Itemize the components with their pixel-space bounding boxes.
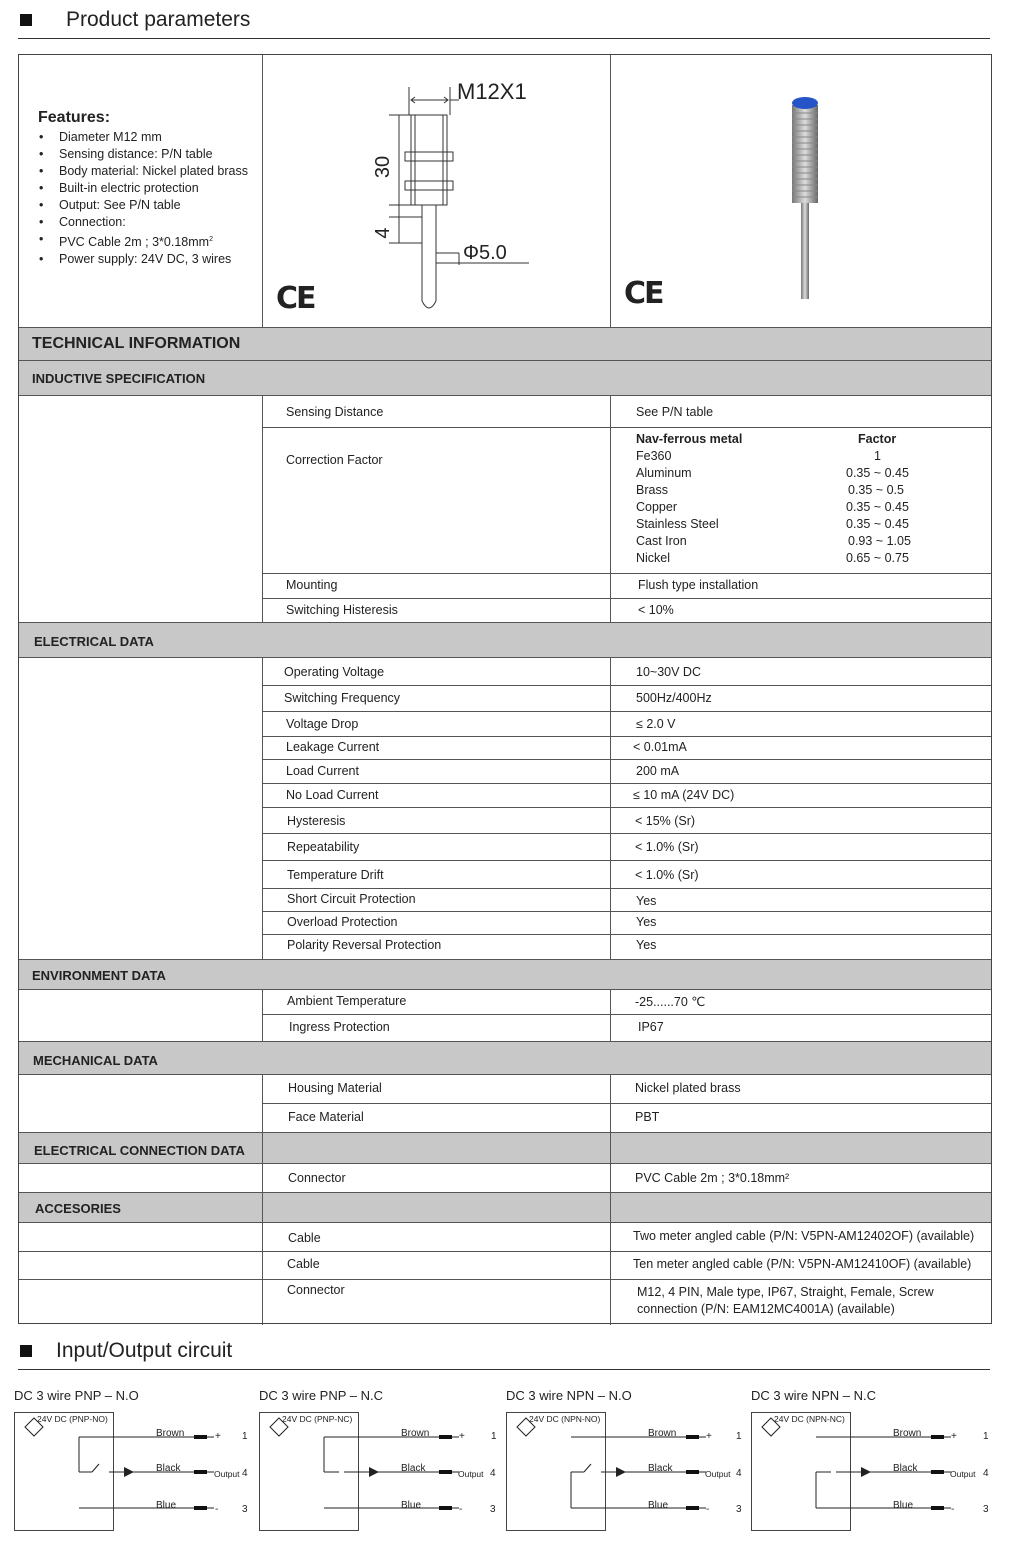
bullet-square-icon <box>20 14 32 26</box>
terminal-number: 3 <box>242 1504 248 1515</box>
accessory-name: Cable <box>288 1231 321 1245</box>
row-divider <box>262 685 991 686</box>
circuit-pnp-no <box>14 1386 254 1536</box>
circuit-npn-no <box>506 1386 746 1536</box>
ce-mark-icon: CE <box>624 276 663 311</box>
spec-value: < 0.01mA <box>633 740 687 754</box>
feature-item: • Body material: Nickel plated brass <box>37 163 248 180</box>
row-divider <box>19 1163 991 1164</box>
accessory-value: Ten meter angled cable (P/N: V5PN-AM12410OF) (available) <box>633 1257 972 1271</box>
factor-metal: Brass <box>636 483 668 497</box>
output-arrow-icon <box>124 1467 134 1477</box>
terminal-number: 1 <box>491 1431 497 1442</box>
spec-name: Ambient Temperature <box>287 994 407 1008</box>
spec-name: Load Current <box>286 764 359 778</box>
wire-brown-label: Brown <box>401 1428 430 1439</box>
factor-value: 0.93 ~ 1.05 <box>848 534 911 548</box>
row-divider <box>262 934 991 935</box>
accessory-value: M12, 4 PIN, Male type, IP67, Straight, Female, Screw <box>637 1285 934 1299</box>
column-divider <box>610 55 611 327</box>
technical-information-label: TECHNICAL INFORMATION <box>32 335 241 352</box>
feature-item: • Connection: <box>37 214 248 231</box>
circuit-title: DC 3 wire NPN – N.C <box>751 1388 876 1403</box>
spec-name: Overload Protection <box>287 915 398 929</box>
factor-value: 0.35 ~ 0.45 <box>846 500 909 514</box>
terminal-minus: - <box>706 1504 710 1515</box>
electrical-connection-label: ELECTRICAL CONNECTION DATA <box>34 1143 245 1158</box>
row-divider <box>19 1251 991 1252</box>
factor-metal: Cast Iron <box>636 534 687 548</box>
correction-factor-table <box>636 431 976 571</box>
row-divider <box>19 1192 991 1193</box>
spec-name: Short Circuit Protection <box>287 892 416 906</box>
row-divider <box>262 573 991 574</box>
circuit-tag: 24V DC (PNP-NO) <box>37 1414 108 1424</box>
technical-information-header <box>19 327 991 360</box>
spec-name: No Load Current <box>286 788 379 802</box>
factor-metal: Fe360 <box>636 449 672 463</box>
spec-name: Operating Voltage <box>284 665 385 679</box>
row-divider <box>19 327 991 328</box>
spec-value: < 1.0% (Sr) <box>635 868 699 882</box>
spec-name: Face Material <box>288 1110 364 1124</box>
terminal-number: 3 <box>736 1504 742 1515</box>
factor-header-factor: Factor <box>858 432 897 446</box>
row-divider <box>262 807 991 808</box>
features-list <box>37 129 248 268</box>
spec-value: Nickel plated brass <box>635 1081 741 1095</box>
row-divider <box>262 711 991 712</box>
terminal-number: 4 <box>983 1468 989 1479</box>
wire-black-label: Black <box>401 1463 426 1474</box>
spec-name: Temperature Drift <box>287 868 384 882</box>
column-divider <box>610 657 611 959</box>
ce-mark-icon: CE <box>276 281 315 316</box>
spec-value: Yes <box>636 915 657 929</box>
column-divider <box>262 989 263 1041</box>
circuit-npn-nc <box>751 1386 991 1536</box>
row-divider <box>262 783 991 784</box>
row-divider <box>262 1014 991 1015</box>
spec-value: See P/N table <box>636 405 714 419</box>
terminal-number: 3 <box>983 1504 989 1515</box>
section-title-product-parameters <box>18 2 990 39</box>
output-arrow-icon <box>369 1467 379 1477</box>
accessories-label: ACCESORIES <box>35 1201 121 1216</box>
column-divider <box>262 1132 263 1325</box>
row-divider <box>262 598 991 599</box>
terminal-number: 4 <box>736 1468 742 1479</box>
factor-metal: Nickel <box>636 551 671 565</box>
features-title: Features: <box>38 109 111 126</box>
terminal-output: Output <box>458 1469 484 1479</box>
terminal-number: 3 <box>490 1504 496 1515</box>
wire-blue-label: Blue <box>893 1500 914 1511</box>
row-divider <box>19 1041 991 1042</box>
row-divider <box>19 360 991 361</box>
circuit-title: DC 3 wire PNP – N.C <box>259 1388 384 1403</box>
column-divider <box>610 1074 611 1132</box>
column-divider <box>262 1074 263 1132</box>
row-divider <box>262 1103 991 1104</box>
terminal-minus: - <box>951 1504 955 1515</box>
spec-value: IP67 <box>638 1020 664 1034</box>
factor-value: 1 <box>874 449 881 463</box>
circuit-title: DC 3 wire PNP – N.O <box>14 1388 139 1403</box>
terminal-minus: - <box>459 1504 463 1515</box>
bullet-square-icon <box>20 1345 32 1357</box>
wire-black-label: Black <box>156 1463 181 1474</box>
length-label: 30 <box>372 155 394 179</box>
spec-name: Voltage Drop <box>286 717 359 731</box>
spec-value: -25......70 ℃ <box>635 995 706 1009</box>
row-divider <box>19 622 991 623</box>
thread-label: M12X1 <box>457 79 527 104</box>
sensor-dimension-drawing <box>359 75 559 315</box>
spec-value: Flush type installation <box>638 578 759 592</box>
factor-metal: Aluminum <box>636 466 692 480</box>
feature-item: • Output: See P/N table <box>37 197 248 214</box>
feature-item: • Diameter M12 mm <box>37 129 248 146</box>
feature-connection-text: PVC Cable 2m ; 3*0.18mm <box>59 235 210 250</box>
row-divider <box>19 959 991 960</box>
row-divider <box>262 860 991 861</box>
row-divider <box>262 427 991 428</box>
row-divider <box>262 759 991 760</box>
electrical-data-label: ELECTRICAL DATA <box>34 634 154 649</box>
wire-black-label: Black <box>648 1463 673 1474</box>
sensor-product-image <box>779 89 829 299</box>
spec-name: Connector <box>288 1171 346 1185</box>
spec-name: Switching Histeresis <box>286 603 398 617</box>
inductive-spec-label: INDUCTIVE SPECIFICATION <box>32 371 206 386</box>
factor-value: 0.65 ~ 0.75 <box>846 551 909 565</box>
inductive-spec-header <box>19 360 991 395</box>
row-divider <box>19 989 991 990</box>
row-divider <box>19 1279 991 1280</box>
feature-item: • Power supply: 24V DC, 3 wires <box>37 251 248 268</box>
wire-blue-label: Blue <box>156 1500 177 1511</box>
terminal-plus: + <box>215 1431 221 1442</box>
terminal-number: 1 <box>983 1431 989 1442</box>
accessory-name: Cable <box>287 1257 320 1271</box>
spec-table <box>18 54 992 1324</box>
environment-data-label: ENVIRONMENT DATA <box>32 968 166 983</box>
section-title-io-circuit <box>18 1333 990 1370</box>
circuit-tag: 24V DC (PNP-NC) <box>282 1414 353 1424</box>
spec-name: Hysteresis <box>287 814 346 828</box>
factor-header-metal: Nav-ferrous metal <box>636 432 743 446</box>
factor-value: 0.35 ~ 0.5 <box>848 483 904 497</box>
circuit-pnp-nc <box>259 1386 499 1536</box>
terminal-output: Output <box>214 1469 240 1479</box>
section-title-text: Input/Output circuit <box>56 1339 233 1362</box>
spec-value: ≤ 2.0 V <box>636 717 676 731</box>
spec-value: 10~30V DC <box>636 665 701 679</box>
column-divider <box>610 395 611 622</box>
column-divider <box>610 1132 611 1325</box>
face-label: 4 <box>372 227 394 239</box>
spec-name: Mounting <box>286 578 338 592</box>
column-divider <box>262 395 263 622</box>
accessories-header <box>19 1192 991 1222</box>
factor-value: 0.35 ~ 0.45 <box>846 517 909 531</box>
row-divider <box>19 1132 991 1133</box>
feature-item-continued: • PVC Cable 2m ; $3*0.18mm^2$ <box>37 231 248 251</box>
row-divider <box>262 911 991 912</box>
terminal-number: 4 <box>242 1468 248 1479</box>
electrical-data-header <box>19 622 991 657</box>
terminal-plus: + <box>706 1431 712 1442</box>
electrical-connection-header <box>19 1132 991 1163</box>
spec-name: Housing Material <box>288 1081 382 1095</box>
terminal-output: Output <box>950 1469 976 1479</box>
feature-item: • Built-in electric protection <box>37 180 248 197</box>
terminal-plus: + <box>459 1431 465 1442</box>
wire-blue-label: Blue <box>401 1500 422 1511</box>
environment-data-header <box>19 959 991 989</box>
accessory-value-continued: connection (P/N: EAM12MC4001A) (available) <box>637 1302 895 1316</box>
terminal-number: 4 <box>490 1468 496 1479</box>
factor-metal: Copper <box>636 500 677 514</box>
cable-diameter-label: Φ5.0 <box>463 242 507 264</box>
circuit-title: DC 3 wire NPN – N.O <box>506 1388 632 1403</box>
spec-value: PBT <box>635 1110 660 1124</box>
terminal-output: Output <box>705 1469 731 1479</box>
wire-brown-label: Brown <box>893 1428 922 1439</box>
row-divider <box>19 1074 991 1075</box>
wire-brown-label: Brown <box>648 1428 677 1439</box>
spec-value: 200 mA <box>636 764 680 778</box>
output-arrow-icon <box>861 1467 871 1477</box>
spec-name: Polarity Reversal Protection <box>287 938 442 952</box>
circuit-tag: 24V DC (NPN-NO) <box>529 1414 601 1424</box>
row-divider <box>262 736 991 737</box>
column-divider <box>262 657 263 959</box>
spec-name: Ingress Protection <box>289 1020 390 1034</box>
factor-metal: Stainless Steel <box>636 517 719 531</box>
section-title-text: Product parameters <box>66 8 251 31</box>
spec-value: PVC Cable 2m ; 3*0.18mm² <box>635 1171 790 1185</box>
spec-value: Yes <box>636 938 657 952</box>
row-divider <box>262 833 991 834</box>
spec-name: Leakage Current <box>286 740 380 754</box>
row-divider <box>19 395 991 396</box>
circuit-tag: 24V DC (NPN-NC) <box>774 1414 845 1424</box>
accessory-value: Two meter angled cable (P/N: V5PN-AM12402OF) (available) <box>633 1229 975 1243</box>
accessory-name: Connector <box>287 1283 345 1297</box>
terminal-number: 1 <box>736 1431 742 1442</box>
spec-name: Switching Frequency <box>284 691 401 705</box>
spec-value: < 1.0% (Sr) <box>635 840 699 854</box>
terminal-plus: + <box>951 1431 957 1442</box>
mechanical-data-label: MECHANICAL DATA <box>33 1053 158 1068</box>
row-divider <box>19 657 991 658</box>
terminal-minus: - <box>215 1504 219 1515</box>
feature-item: • Sensing distance: P/N table <box>37 146 248 163</box>
spec-value: Yes <box>636 894 657 908</box>
spec-value: < 15% (Sr) <box>635 814 696 828</box>
terminal-number: 1 <box>242 1431 248 1442</box>
spec-name: Sensing Distance <box>286 405 384 419</box>
column-divider <box>262 55 263 327</box>
spec-value: ≤ 10 mA (24V DC) <box>633 788 735 802</box>
spec-name: Repeatability <box>287 840 360 854</box>
wire-blue-label: Blue <box>648 1500 669 1511</box>
wire-brown-label: Brown <box>156 1428 185 1439</box>
column-divider <box>610 989 611 1041</box>
mechanical-data-header <box>19 1041 991 1074</box>
output-arrow-icon <box>616 1467 626 1477</box>
row-divider <box>19 1222 991 1223</box>
factor-value: 0.35 ~ 0.45 <box>846 466 909 480</box>
wire-black-label: Black <box>893 1463 918 1474</box>
row-divider <box>262 888 991 889</box>
spec-value: < 10% <box>638 603 674 617</box>
spec-value: 500Hz/400Hz <box>636 691 712 705</box>
spec-name: Correction Factor <box>286 453 383 467</box>
